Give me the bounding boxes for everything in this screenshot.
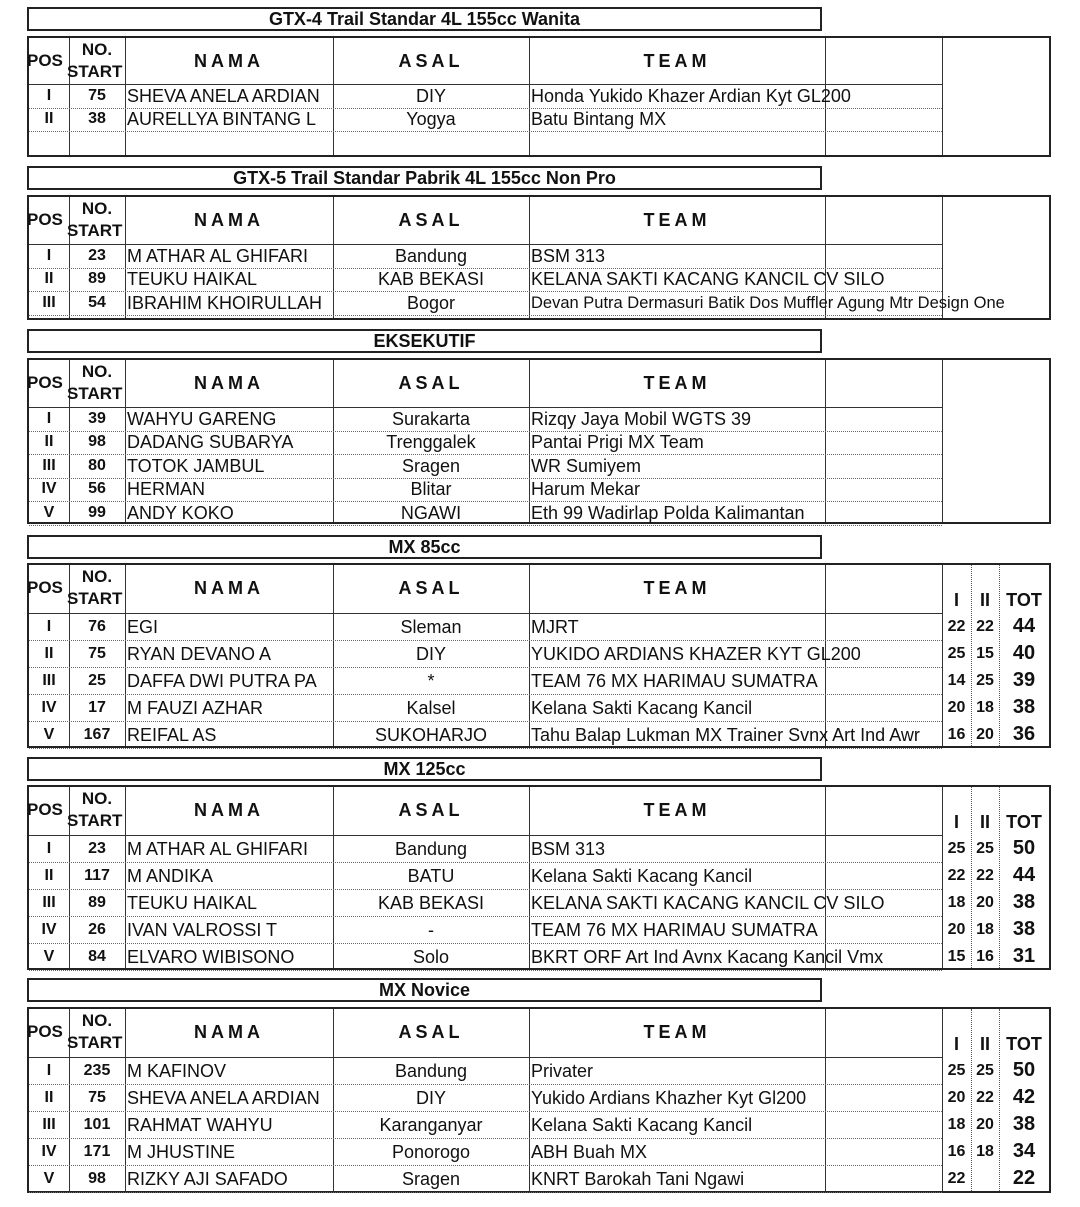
row-team: Kelana Sakti Kacang Kancil — [531, 1115, 753, 1135]
row-team: Rizqy Jaya Mobil WGTS 39 — [531, 409, 752, 429]
row-total: 38 — [1012, 918, 1036, 940]
results-table — [27, 36, 1051, 157]
row-no-start: 25 — [88, 672, 106, 689]
row-nama: M JHUSTINE — [127, 1142, 235, 1162]
header-heat-1: I — [953, 1034, 959, 1054]
row-no-start: 23 — [88, 247, 106, 264]
row-pos: III — [42, 894, 56, 911]
row-heat-2: 25 — [976, 1062, 994, 1079]
row-no-start: 75 — [88, 87, 106, 104]
category-title: MX Novice — [27, 978, 822, 1002]
header-start: START — [67, 811, 123, 830]
row-team: Honda Yukido Khazer Ardian Kyt GL200 — [531, 86, 851, 106]
row-no-start: 54 — [88, 294, 106, 311]
row-pos: II — [44, 110, 54, 127]
row-nama: M ANDIKA — [127, 866, 214, 886]
row-nama: SHEVA ANELA ARDIAN — [127, 86, 320, 106]
header-total: TOT — [1006, 590, 1042, 610]
header-nama: NAMA — [194, 210, 264, 230]
header-team: TEAM — [643, 210, 711, 230]
row-nama: RYAN DEVANO A — [127, 644, 272, 664]
header-no: NO. — [81, 362, 113, 381]
row-nama: SHEVA ANELA ARDIAN — [127, 1088, 320, 1108]
header-total: TOT — [1006, 1034, 1042, 1054]
row-nama: AURELLYA BINTANG L — [127, 109, 317, 129]
row-nama: HERMAN — [127, 479, 206, 499]
results-table — [27, 195, 1051, 320]
row-pos: V — [43, 1170, 55, 1187]
row-rule — [29, 970, 942, 971]
header-pos: POS — [27, 1022, 63, 1041]
row-pos: IV — [41, 1143, 57, 1160]
header-team: TEAM — [643, 373, 711, 393]
header-heat-1: I — [953, 812, 959, 832]
row-nama: M ATHAR AL GHIFARI — [127, 246, 309, 266]
row-heat-1: 25 — [947, 645, 966, 662]
row-heat-2: 20 — [976, 894, 994, 911]
row-rule — [29, 315, 942, 316]
row-nama: TEUKU HAIKAL — [127, 269, 258, 289]
row-heat-1: 25 — [947, 1062, 966, 1079]
row-nama: RIZKY AJI SAFADO — [127, 1169, 288, 1189]
row-nama: REIFAL AS — [127, 725, 217, 745]
header-start: START — [67, 589, 123, 608]
header-no: NO. — [81, 40, 113, 59]
header-start: START — [67, 384, 123, 403]
row-no-start: 26 — [88, 921, 106, 938]
row-asal: Sragen — [401, 456, 461, 476]
row-no-start: 80 — [88, 457, 106, 474]
row-pos: III — [42, 1116, 56, 1133]
row-team: Harum Mekar — [531, 479, 641, 499]
row-pos: II — [44, 645, 54, 662]
row-heat-2: 25 — [976, 672, 994, 689]
row-nama: TEUKU HAIKAL — [127, 893, 258, 913]
row-team: KELANA SAKTI KACANG KANCIL CV SILO — [531, 893, 885, 913]
row-heat-1: 22 — [947, 1170, 966, 1187]
row-asal: NGAWI — [400, 503, 462, 523]
row-asal: * — [427, 671, 435, 691]
row-pos: II — [44, 270, 54, 287]
row-nama: RAHMAT WAHYU — [127, 1115, 273, 1135]
row-asal: Kalsel — [406, 698, 456, 718]
row-total: 38 — [1012, 891, 1036, 913]
header-total: TOT — [1006, 812, 1042, 832]
row-pos: I — [46, 840, 52, 857]
category-title: MX 85cc — [27, 535, 822, 559]
row-asal: DIY — [415, 86, 446, 106]
row-team: BKRT ORF Art Ind Avnx Kacang Kancil Vmx — [531, 947, 884, 967]
row-heat-2: 20 — [976, 726, 994, 743]
row-asal: Yogya — [406, 109, 456, 129]
row-asal: SUKOHARJO — [374, 725, 488, 745]
header-team: TEAM — [643, 51, 711, 71]
row-asal: Sleman — [400, 617, 462, 637]
row-team: BSM 313 — [531, 839, 606, 859]
row-no-start: 75 — [88, 1089, 106, 1106]
row-pos: II — [44, 433, 54, 450]
row-heat-2: 18 — [976, 921, 994, 938]
row-heat-2: 22 — [976, 618, 994, 635]
row-total: 44 — [1012, 615, 1036, 637]
header-asal: ASAL — [398, 373, 464, 393]
row-pos: I — [46, 618, 52, 635]
row-team: WR Sumiyem — [531, 456, 642, 476]
header-no: NO. — [81, 789, 113, 808]
header-asal: ASAL — [398, 800, 464, 820]
row-no-start: 76 — [88, 618, 106, 635]
header-team: TEAM — [643, 578, 711, 598]
row-no-start: 56 — [88, 480, 106, 497]
header-asal: ASAL — [398, 578, 464, 598]
header-team: TEAM — [643, 800, 711, 820]
header-pos: POS — [27, 578, 63, 597]
row-total: 36 — [1012, 723, 1036, 745]
row-no-start: 101 — [83, 1116, 111, 1133]
row-asal: BATU — [407, 866, 455, 886]
row-heat-2: 22 — [976, 1089, 994, 1106]
category-title: EKSEKUTIF — [27, 329, 822, 353]
row-heat-1: 25 — [947, 840, 966, 857]
row-asal: - — [428, 920, 434, 940]
row-team: Tahu Balap Lukman MX Trainer Svnx Art Ind Awr — [531, 725, 920, 745]
row-asal: DIY — [415, 1088, 446, 1108]
row-no-start: 75 — [88, 645, 106, 662]
row-team: Devan Putra Dermasuri Batik Dos Muffler Agung Mtr Design One — [531, 294, 1005, 312]
row-no-start: 23 — [88, 840, 106, 857]
row-no-start: 171 — [83, 1143, 111, 1160]
header-pos: POS — [27, 51, 63, 70]
row-no-start: 39 — [88, 410, 106, 427]
row-nama: M KAFINOV — [127, 1061, 227, 1081]
row-heat-1: 20 — [947, 921, 966, 938]
row-pos: III — [42, 457, 56, 474]
row-heat-1: 22 — [947, 867, 966, 884]
category-title: GTX-4 Trail Standar 4L 155cc Wanita — [27, 7, 822, 31]
category-title: GTX-5 Trail Standar Pabrik 4L 155cc Non Pro — [27, 166, 822, 190]
header-nama: NAMA — [194, 1022, 264, 1042]
row-nama: DAFFA DWI PUTRA PA — [127, 671, 317, 691]
row-team: Eth 99 Wadirlap Polda Kalimantan — [531, 503, 805, 523]
row-team: Privater — [531, 1061, 594, 1081]
row-heat-2: 25 — [976, 840, 994, 857]
header-pos: POS — [27, 800, 63, 819]
results-table — [27, 563, 1051, 748]
row-pos: V — [43, 948, 55, 965]
row-nama: TOTOK JAMBUL — [127, 456, 265, 476]
row-pos: I — [46, 87, 52, 104]
row-asal: DIY — [415, 644, 446, 664]
row-total: 40 — [1012, 642, 1036, 664]
row-team: TEAM 76 MX HARIMAU SUMATRA — [531, 671, 818, 691]
row-asal: Bandung — [394, 1061, 468, 1081]
row-no-start: 89 — [88, 894, 106, 911]
row-total: 38 — [1012, 1113, 1036, 1135]
row-no-start: 89 — [88, 270, 106, 287]
results-table — [27, 1007, 1051, 1193]
category-title: MX 125cc — [27, 757, 822, 781]
row-heat-1: 16 — [947, 726, 966, 743]
header-nama: NAMA — [194, 578, 264, 598]
row-team: YUKIDO ARDIANS KHAZER KYT GL200 — [531, 644, 861, 664]
row-pos: I — [46, 1062, 52, 1079]
row-rule — [29, 1192, 942, 1193]
row-no-start: 167 — [83, 726, 111, 743]
row-pos: IV — [41, 921, 57, 938]
header-asal: ASAL — [398, 210, 464, 230]
row-total: 50 — [1012, 837, 1036, 859]
row-asal: Trenggalek — [386, 432, 476, 452]
row-no-start: 117 — [84, 867, 110, 884]
row-asal: Blitar — [410, 479, 452, 499]
row-no-start: 38 — [88, 110, 106, 127]
row-team: Yukido Ardians Khazher Kyt Gl200 — [531, 1088, 807, 1108]
row-pos: V — [43, 504, 55, 521]
row-total: 22 — [1012, 1167, 1036, 1189]
header-team: TEAM — [643, 1022, 711, 1042]
row-team: Kelana Sakti Kacang Kancil — [531, 866, 753, 886]
header-nama: NAMA — [194, 51, 264, 71]
row-heat-1: 14 — [947, 672, 966, 689]
header-pos: POS — [27, 373, 63, 392]
header-asal: ASAL — [398, 51, 464, 71]
header-start: START — [67, 1033, 123, 1052]
row-heat-2: 15 — [976, 645, 994, 662]
row-total: 39 — [1012, 669, 1036, 691]
row-pos: V — [43, 726, 55, 743]
row-asal: Bandung — [394, 246, 468, 266]
row-team: Batu Bintang MX — [531, 109, 667, 129]
row-nama: WAHYU GARENG — [127, 409, 277, 429]
header-no: NO. — [81, 1011, 113, 1030]
row-heat-2: 20 — [976, 1116, 994, 1133]
row-no-start: 99 — [88, 504, 106, 521]
header-heat-2: II — [979, 590, 990, 610]
row-no-start: 17 — [88, 699, 106, 716]
row-asal: KAB BEKASI — [377, 269, 485, 289]
row-total: 38 — [1012, 696, 1036, 718]
row-nama: EGI — [127, 617, 159, 637]
row-rule — [29, 131, 942, 132]
row-asal: Surakarta — [391, 409, 471, 429]
row-heat-2: 16 — [976, 948, 994, 965]
row-heat-1: 22 — [947, 618, 966, 635]
row-asal: Karanganyar — [379, 1115, 483, 1135]
row-team: TEAM 76 MX HARIMAU SUMATRA — [531, 920, 818, 940]
row-heat-1: 15 — [947, 948, 966, 965]
header-start: START — [67, 62, 123, 81]
row-pos: IV — [41, 699, 57, 716]
row-heat-1: 18 — [947, 1116, 966, 1133]
results-table — [27, 785, 1051, 970]
results-table — [27, 358, 1051, 524]
row-team: Kelana Sakti Kacang Kancil — [531, 698, 753, 718]
row-nama: IVAN VALROSSI T — [127, 920, 278, 940]
row-asal: Bogor — [406, 293, 456, 313]
header-heat-2: II — [979, 1034, 990, 1054]
row-team: Pantai Prigi MX Team — [531, 432, 704, 452]
row-nama: M FAUZI AZHAR — [127, 698, 264, 718]
row-no-start: 84 — [88, 948, 106, 965]
row-heat-2: 18 — [976, 1143, 994, 1160]
header-nama: NAMA — [194, 800, 264, 820]
row-no-start: 235 — [83, 1062, 111, 1079]
row-nama: ANDY KOKO — [127, 503, 234, 523]
header-heat-2: II — [979, 812, 990, 832]
row-nama: M ATHAR AL GHIFARI — [127, 839, 309, 859]
row-nama: IBRAHIM KHOIRULLAH — [127, 293, 323, 313]
row-team: MJRT — [531, 617, 579, 637]
row-total: 50 — [1012, 1059, 1036, 1081]
row-pos: III — [42, 294, 56, 311]
row-heat-1: 20 — [947, 1089, 966, 1106]
row-asal: KAB BEKASI — [377, 893, 485, 913]
header-nama: NAMA — [194, 373, 264, 393]
row-team: KELANA SAKTI KACANG KANCIL CV SILO — [531, 269, 885, 289]
row-no-start: 98 — [88, 433, 106, 450]
row-pos: II — [44, 1089, 54, 1106]
row-team: KNRT Barokah Tani Ngawi — [531, 1169, 745, 1189]
row-no-start: 98 — [88, 1170, 106, 1187]
row-heat-1: 18 — [947, 894, 966, 911]
row-heat-2 — [971, 1168, 999, 1190]
row-heat-1: 16 — [947, 1143, 966, 1160]
row-asal: Sragen — [401, 1169, 461, 1189]
row-asal: Ponorogo — [391, 1142, 471, 1162]
row-heat-2: 18 — [976, 699, 994, 716]
row-asal: Bandung — [394, 839, 468, 859]
header-no: NO. — [81, 567, 113, 586]
row-pos: II — [44, 867, 54, 884]
row-team: ABH Buah MX — [531, 1142, 648, 1162]
row-pos: III — [42, 672, 56, 689]
row-asal: Solo — [412, 947, 450, 967]
row-total: 31 — [1012, 945, 1036, 967]
header-asal: ASAL — [398, 1022, 464, 1042]
header-no: NO. — [81, 199, 113, 218]
header-start: START — [67, 221, 123, 240]
row-rule — [29, 748, 942, 749]
row-rule — [29, 525, 942, 526]
header-heat-1: I — [953, 590, 959, 610]
row-total: 34 — [1012, 1140, 1036, 1162]
row-total: 44 — [1012, 864, 1036, 886]
row-pos: IV — [41, 480, 57, 497]
row-nama: DADANG SUBARYA — [127, 432, 294, 452]
row-pos: I — [46, 410, 52, 427]
row-nama: ELVARO WIBISONO — [127, 947, 295, 967]
row-pos: I — [46, 247, 52, 264]
row-total: 42 — [1012, 1086, 1036, 1108]
row-team: BSM 313 — [531, 246, 606, 266]
row-heat-2: 22 — [976, 867, 994, 884]
row-heat-1: 20 — [947, 699, 966, 716]
header-pos: POS — [27, 210, 63, 229]
